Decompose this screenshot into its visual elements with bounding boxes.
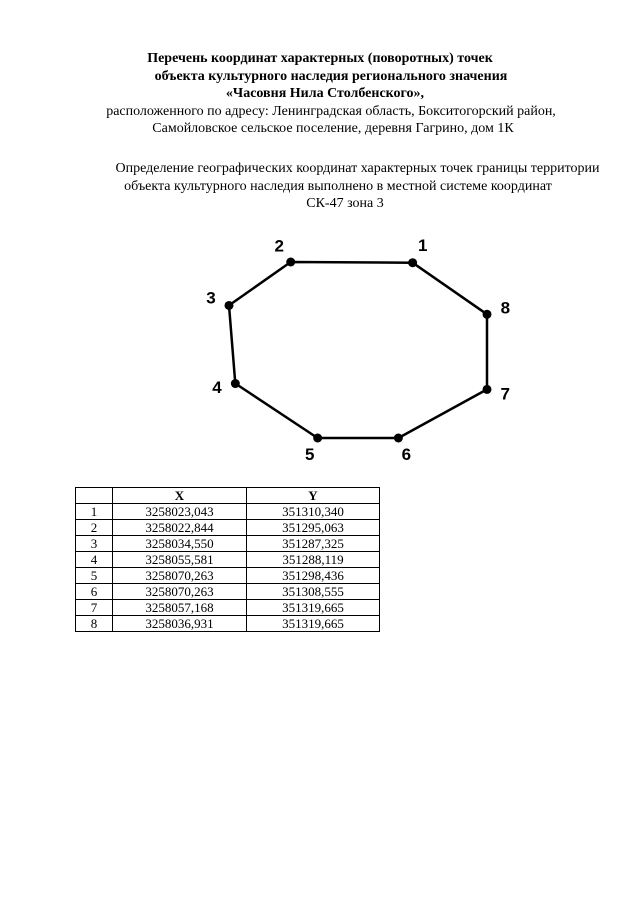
boundary-point-4 [231,379,240,388]
table-row [76,552,380,568]
point-label-6: 6 [401,444,412,464]
point-label-2: 2 [274,236,284,256]
coordinates-table [75,487,380,632]
header-address-line-1: расположенного по адресу: Ленинградская область, Бокситогорский район, [106,103,556,119]
point-label-8: 8 [500,298,511,318]
boundary-point-8 [483,310,492,319]
point-label-7: 7 [500,384,510,404]
table-row [76,600,380,616]
header-title-line-2: объекта культурного наследия регионального значения [154,68,508,84]
boundary-outline [229,262,487,438]
table-row [76,584,380,600]
table-row [76,568,380,584]
cell-y: 351319,665 [247,616,380,632]
point-label-4: 4 [212,377,222,397]
cell-x: 3258070,263 [113,584,247,600]
boundary-point-1 [408,258,417,267]
cell-x: 3258070,263 [113,568,247,584]
header-cell-y: Y [247,488,380,504]
cell-point-number: 7 [76,600,113,616]
cell-point-number: 5 [76,568,113,584]
header-object-name: «Часовня Нила Столбенского», [225,86,425,101]
coordinate-system-note [0,160,640,213]
cell-y: 351298,436 [247,568,380,584]
cell-y: 351310,340 [247,504,380,520]
boundary-point-7 [483,385,492,394]
header-cell-x: X [113,488,247,504]
table-row [76,616,380,632]
point-label-5: 5 [304,444,315,464]
note-line-2: объекта культурного наследия выполнено в местной системе координат [124,178,552,194]
cell-point-number: 1 [76,504,113,520]
point-label-1: 1 [417,236,428,256]
table-row [76,504,380,520]
header-cell-number [76,488,113,504]
header-address-line-2: Самойловское сельское поселение, деревня Гагрино, дом 1К [152,121,514,136]
cell-x: 3258055,581 [113,552,247,568]
document-header [0,50,640,138]
cell-y: 351295,063 [247,520,380,536]
cell-y: 351287,325 [247,536,380,552]
cell-point-number: 3 [76,536,113,552]
point-label-3: 3 [206,288,216,308]
cell-point-number: 2 [76,520,113,536]
cell-x: 3258034,550 [113,536,247,552]
table-row [76,520,380,536]
boundary-point-6 [394,434,403,443]
header-title-line-1: Перечень координат характерных (поворотных) точек [147,51,493,66]
cell-point-number: 6 [76,584,113,600]
cell-x: 3258023,043 [113,504,247,520]
table-header-row [76,488,380,504]
cell-point-number: 4 [76,552,113,568]
cell-y: 351308,555 [247,584,380,600]
table-row [76,536,380,552]
note-coordinate-system: СК-47 зона 3 [306,196,384,211]
boundary-point-2 [286,258,295,267]
cell-y: 351319,665 [247,600,380,616]
boundary-point-3 [225,301,234,310]
cell-x: 3258036,931 [113,616,247,632]
note-line-1: Определение географических координат характерных точек границы территории [115,161,600,176]
cell-x: 3258057,168 [113,600,247,616]
boundary-point-5 [313,434,322,443]
cell-x: 3258022,844 [113,520,247,536]
cell-point-number: 8 [76,616,113,632]
cell-y: 351288,119 [247,552,380,568]
